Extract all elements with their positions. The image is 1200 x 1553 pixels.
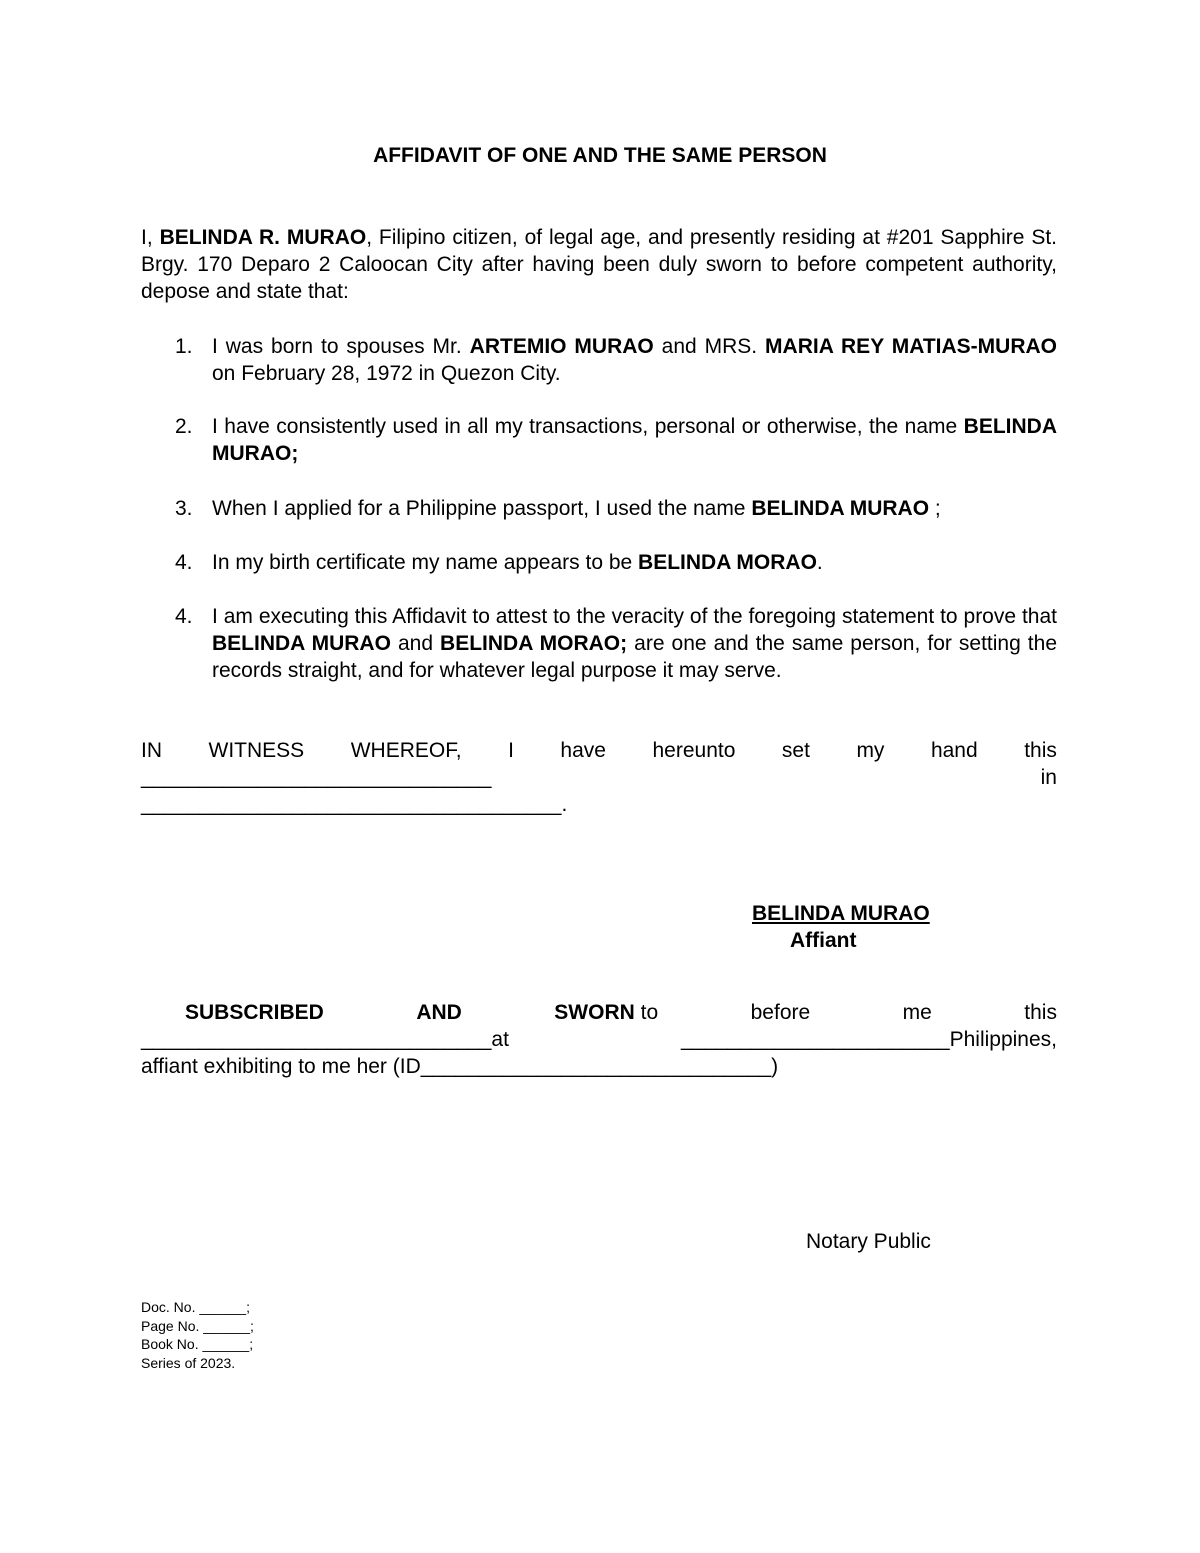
series-year: Series of 2023. xyxy=(141,1354,236,1371)
statement-item-4 xyxy=(175,549,1057,576)
item-text-part: I have consistently used in all my transactions, personal or otherwise, the name xyxy=(212,415,964,438)
birth-certificate-name: BELINDA MORAO xyxy=(638,551,817,574)
witness-word: I xyxy=(508,739,514,762)
witness-word: have xyxy=(560,739,606,762)
item-number: 4. xyxy=(175,551,193,574)
subscribed-line-2 xyxy=(141,1026,1057,1053)
subscribed-word: SWORN xyxy=(554,1001,635,1024)
item-text-part: on February 28, 1972 in Quezon City. xyxy=(212,362,561,385)
witness-word: IN xyxy=(141,739,162,762)
subscribed-date-group xyxy=(141,1026,509,1053)
witness-word: hereunto xyxy=(652,739,736,762)
father-name: ARTEMIO MURAO xyxy=(469,335,654,358)
subscribed-line-3: affiant exhibiting to me her (ID______________________________) xyxy=(141,1055,779,1078)
item-text-part: and xyxy=(390,632,441,655)
witness-word: my xyxy=(856,739,885,762)
item-number: 3. xyxy=(175,497,193,520)
witness-line-2 xyxy=(141,764,1057,791)
item-text-part: In my birth certificate my name appears to be xyxy=(212,551,639,574)
item-text xyxy=(212,603,1057,684)
place-blank: ____________________________________. xyxy=(141,793,568,816)
statement-item-1 xyxy=(175,333,1057,387)
item-text xyxy=(212,413,1057,467)
notarial-register-block xyxy=(141,1298,254,1372)
used-name: BELINDA MURAO; xyxy=(212,415,1057,465)
date-blank: ______________________________ xyxy=(141,766,492,789)
item-text xyxy=(212,549,1057,576)
subscribed-word: Philippines, xyxy=(949,1028,1057,1051)
witness-word: set xyxy=(781,739,810,762)
item-text-part: ; xyxy=(929,497,941,520)
witness-word: this xyxy=(1024,739,1057,762)
subscribed-word: at xyxy=(491,1028,509,1051)
statement-item-2 xyxy=(175,413,1057,467)
name-variant-2: BELINDA MORAO; xyxy=(440,632,628,655)
subscribed-place-group xyxy=(681,1026,1057,1053)
subscribed-word: before xyxy=(750,1001,811,1024)
item-text-part: . xyxy=(816,551,823,574)
subscribed-word: SUBSCRIBED xyxy=(185,1001,324,1024)
witness-word: WITNESS xyxy=(208,739,305,762)
subscribed-word: AND xyxy=(416,1001,462,1024)
intro-text: , Filipino citizen, of legal age, and presently residing at #201 Sapphire St. Brgy. 170 Deparo 2 Caloocan City after having been duly sworn to before competent authority, depose and state that: xyxy=(141,226,1057,303)
signatory-name: BELINDA MURAO xyxy=(752,902,930,925)
name-variant-1: BELINDA MURAO xyxy=(212,632,391,655)
witness-line-1 xyxy=(141,737,1057,764)
witness-word: in xyxy=(1040,766,1057,789)
page-number: Page No. ______; xyxy=(141,1317,254,1334)
subscribed-paragraph xyxy=(141,999,1057,1080)
intro-paragraph xyxy=(141,224,1057,305)
item-text-part: and MRS. xyxy=(653,335,766,358)
place-blank: _______________________ xyxy=(680,1028,950,1051)
doc-number: Doc. No. ______; xyxy=(141,1299,250,1315)
item-text-part: When I applied for a Philippine passport, I used the name xyxy=(212,497,752,520)
item-text-part: I was born to spouses Mr. xyxy=(212,335,470,358)
subscribed-line-1 xyxy=(141,999,1057,1026)
witness-word: WHEREOF, xyxy=(350,739,462,762)
notary-public-label: Notary Public xyxy=(806,1230,931,1253)
book-number: Book No. ______; xyxy=(141,1336,254,1352)
signature-block xyxy=(752,900,930,954)
item-text xyxy=(212,495,1057,522)
statement-item-3 xyxy=(175,495,1057,522)
witness-line-3 xyxy=(141,791,1057,818)
affiant-full-name: BELINDA R. MURAO xyxy=(159,226,367,249)
witness-paragraph xyxy=(141,737,1057,818)
item-text-part: are one and the same person, for setting the records straight, and for whatever legal purpose it may serve. xyxy=(212,632,1057,682)
date-blank: ______________________________ xyxy=(141,1028,492,1051)
signatory-role: Affiant xyxy=(790,929,857,952)
witness-word: hand xyxy=(930,739,978,762)
subscribed-word: to xyxy=(634,1001,659,1024)
item-text-part: I am executing this Affidavit to attest to the veracity of the foregoing statement to prove that xyxy=(212,605,1057,628)
mother-name: MARIA REY MATIAS-MURAO xyxy=(765,335,1057,358)
subscribed-word: this xyxy=(1024,1001,1057,1024)
sworn-to xyxy=(554,999,658,1026)
item-number: 2. xyxy=(175,415,193,438)
item-number: 4. xyxy=(175,605,193,628)
item-number: 1. xyxy=(175,335,193,358)
passport-name: BELINDA MURAO xyxy=(751,497,930,520)
document-title: AFFIDAVIT OF ONE AND THE SAME PERSON xyxy=(373,144,827,167)
statement-item-5 xyxy=(175,603,1057,684)
item-text xyxy=(212,333,1057,387)
subscribed-word: me xyxy=(902,1001,932,1024)
intro-prefix: I, xyxy=(141,226,160,249)
